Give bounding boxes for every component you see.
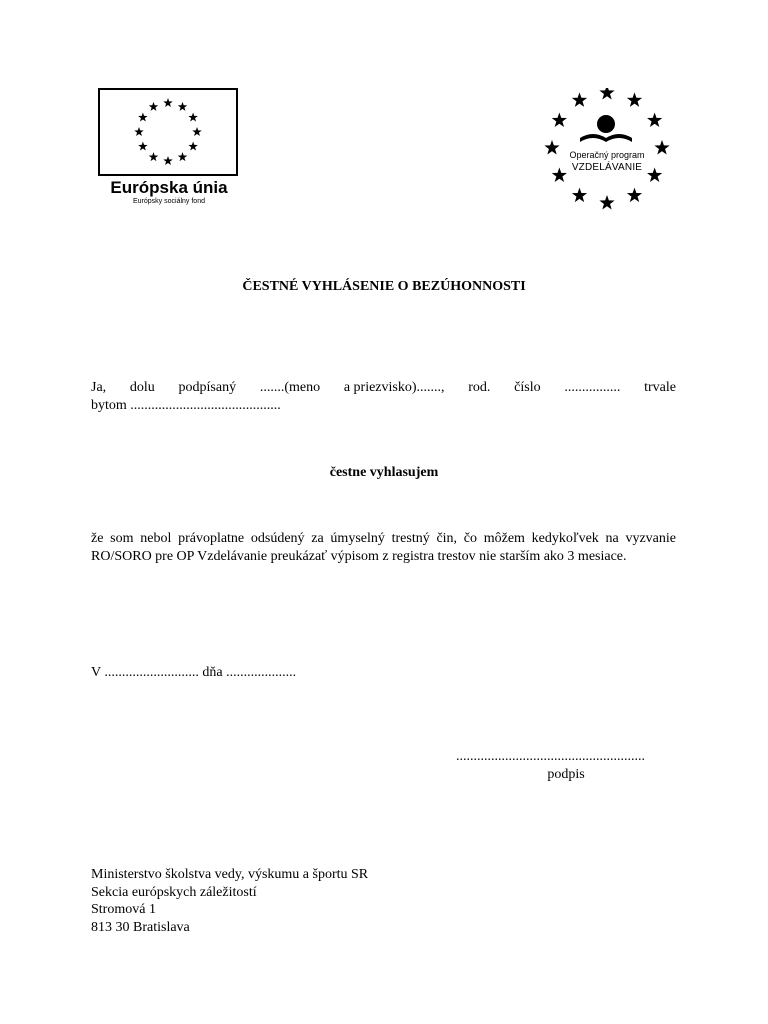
intro-word: číslo [514,380,541,395]
star-icon [544,140,559,154]
intro-word: ................ [564,380,621,395]
intro-word: .......(meno [259,380,321,395]
eu-logo-title: Európska únia [110,178,228,197]
intro-word: rod. [468,380,491,395]
place-date-line: V ........................... dňa .................... [91,665,297,680]
intro-line-2: bytom ........................................... [91,398,281,413]
eu-logo-subtitle: Európsky sociálny fond [133,198,205,205]
intro-line-1 [91,379,676,397]
signature-line: ...................................................... [456,749,645,764]
statement-paragraph: že som nebol právoplatne odsúdený za úmyselný trestný čin, čo môžem kedykoľvek na vyzvanie RO/SORO pre OP Vzdelávanie preukázať výpisom z registra trestov nie starším ako 3 mesiace. [91,531,676,564]
star-icon [599,195,614,209]
star-icon [654,140,669,154]
person-head-shape [597,115,615,133]
eu-flag-icon [98,88,238,176]
op-logo-line1: Operačný program [569,150,645,160]
open-book-shape [580,134,632,142]
signature-label: podpis [547,767,585,782]
star-icon [627,188,642,202]
star-icon [599,88,614,99]
intro-word: Ja, [91,380,107,395]
address-line: 813 30 Bratislava [91,919,190,935]
address-line: Stromová 1 [91,902,156,917]
op-logo-line2: VZDELÁVANIE [571,162,643,173]
declaration-heading: čestne vyhlasujem [329,465,439,480]
star-icon [647,113,662,127]
op-education-logo-icon [540,88,674,210]
star-icon [552,113,567,127]
intro-word: trvale [644,380,676,395]
star-icon [572,188,587,202]
intro-word: dolu [129,380,155,395]
intro-word: a priezvisko)......., [343,380,445,395]
address-block [91,866,368,936]
address-line: Sekcia európskych záležitostí [91,884,257,900]
star-icon [572,92,587,106]
star-icon [627,92,642,106]
address-line: Ministerstvo školstva vedy, výskumu a športu SR [91,867,369,882]
intro-word: podpísaný [178,380,237,395]
document-title: ČESTNÉ VYHLÁSENIE O BEZÚHONNOSTI [242,279,526,294]
